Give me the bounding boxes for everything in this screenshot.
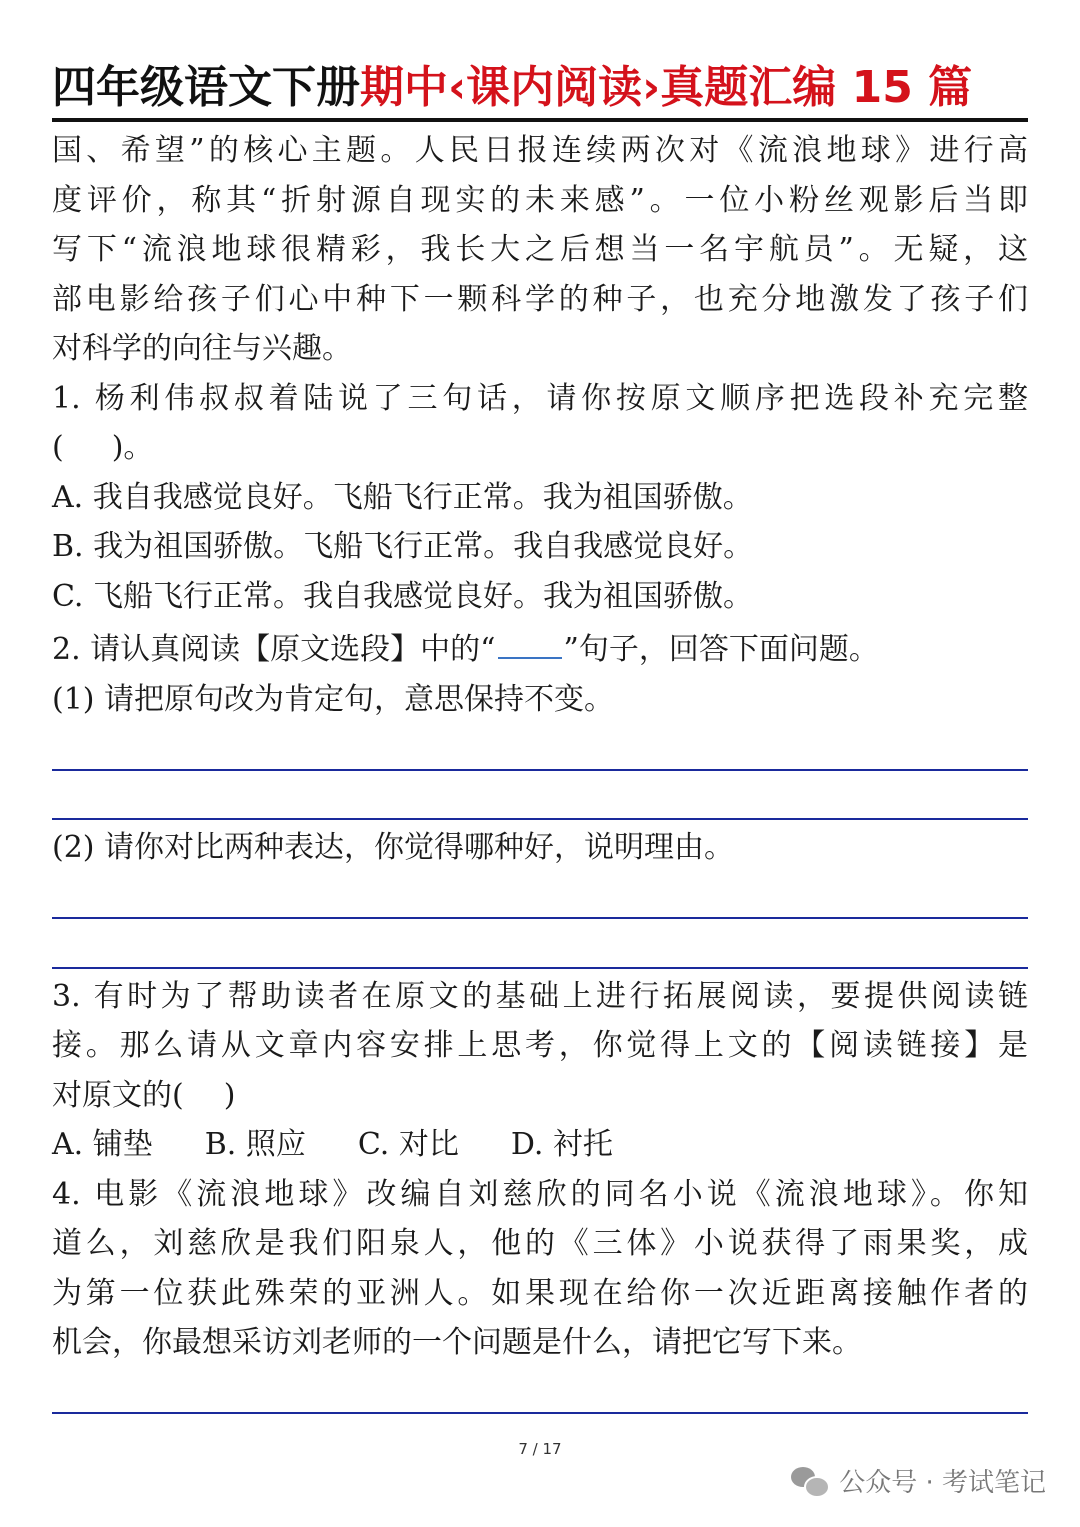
question-3-option-a: A. 铺垫 bbox=[52, 1127, 153, 1162]
document-body bbox=[52, 126, 1028, 1417]
question-2-sub-2: (2) 请你对比两种表达，你觉得哪种好，说明理由。 bbox=[52, 830, 735, 865]
answer-line[interactable] bbox=[52, 873, 1028, 923]
passage-line: 对科学的向往与兴趣。 bbox=[52, 331, 352, 366]
question-4-line: 道么，刘慈欣是我们阳泉人，他的《三体》小说获得了雨果奖，成 bbox=[52, 1226, 1028, 1261]
question-4-line: 机会，你最想采访刘老师的一个问题是什么，请把它写下来。 bbox=[52, 1325, 862, 1360]
answer-line[interactable] bbox=[52, 1368, 1028, 1418]
passage-line: 部电影给孩子们心中种下一颗科学的种子，也充分地激发了孩子们 bbox=[52, 281, 1028, 317]
watermark bbox=[791, 1462, 1046, 1499]
watermark-text: 公众号 · 考试笔记 bbox=[839, 1468, 1046, 1498]
answer-line[interactable] bbox=[52, 922, 1028, 972]
title-underline bbox=[52, 118, 1028, 122]
answer-line[interactable] bbox=[52, 774, 1028, 824]
question-1-option-b: B. 我为祖国骄傲。飞船飞行正常。我自我感觉良好。 bbox=[52, 529, 754, 564]
question-3-options bbox=[52, 1120, 1028, 1170]
paren-close: )。 bbox=[111, 430, 154, 465]
question-3-option-c: C. 对比 bbox=[357, 1127, 459, 1162]
paren-open: ( bbox=[52, 430, 64, 465]
question-1-option-c: C. 飞船飞行正常。我自我感觉良好。我为祖国骄傲。 bbox=[52, 578, 753, 614]
question-1-answer-paren bbox=[52, 423, 1028, 473]
title-grade: 四年级语文下册 bbox=[52, 62, 360, 113]
page-title bbox=[52, 58, 1028, 118]
page-number: 7 / 17 bbox=[518, 1440, 562, 1458]
question-1-option-a: A. 我自我感觉良好。飞船飞行正常。我为祖国骄傲。 bbox=[52, 479, 753, 515]
question-3-line bbox=[52, 1071, 1028, 1121]
question-3-option-b: B. 照应 bbox=[204, 1127, 306, 1162]
wechat-icon bbox=[791, 1465, 829, 1497]
question-2-stem-before: 2. 请认真阅读【原文选段】中的“ bbox=[52, 632, 496, 667]
passage-line: 度评价，称其“折射源自现实的未来感”。一位小粉丝观影后当即 bbox=[52, 182, 1028, 218]
question-2-stem-after: ”句子，回答下面问题。 bbox=[563, 632, 879, 667]
question-3-open: 对原文的( bbox=[52, 1077, 184, 1113]
sentence-blank bbox=[498, 621, 562, 659]
question-1-stem: 1. 杨利伟叔叔着陆说了三句话，请你按原文顺序把选段补充完整 bbox=[52, 380, 1028, 416]
question-4-line: 4. 电影《流浪地球》改编自刘慈欣的同名小说《流浪地球》。你知 bbox=[52, 1176, 1028, 1212]
question-4-line: 为第一位获此殊荣的亚洲人。如果现在给你一次近距离接触作者的 bbox=[52, 1275, 1028, 1311]
title-highlight: 期中‹课内阅读›真题汇编 15 篇 bbox=[360, 62, 973, 113]
question-2-sub-1: (1) 请把原句改为肯定句，意思保持不变。 bbox=[52, 681, 615, 717]
answer-line[interactable] bbox=[52, 724, 1028, 774]
question-2-stem bbox=[52, 621, 1028, 675]
question-3-option-d: D. 衬托 bbox=[510, 1127, 613, 1162]
passage-line: 写下“流浪地球很精彩，我长大之后想当一名宇航员”。无疑，这 bbox=[52, 232, 1028, 267]
question-3-line: 接。那么请从文章内容安排上思考，你觉得上文的【阅读链接】是 bbox=[52, 1028, 1028, 1063]
question-3-close: ) bbox=[223, 1077, 236, 1113]
passage-line: 国、希望”的核心主题。人民日报连续两次对《流浪地球》进行高 bbox=[52, 133, 1028, 168]
question-3-line: 3. 有时为了帮助读者在原文的基础上进行拓展阅读，要提供阅读链 bbox=[52, 978, 1028, 1014]
